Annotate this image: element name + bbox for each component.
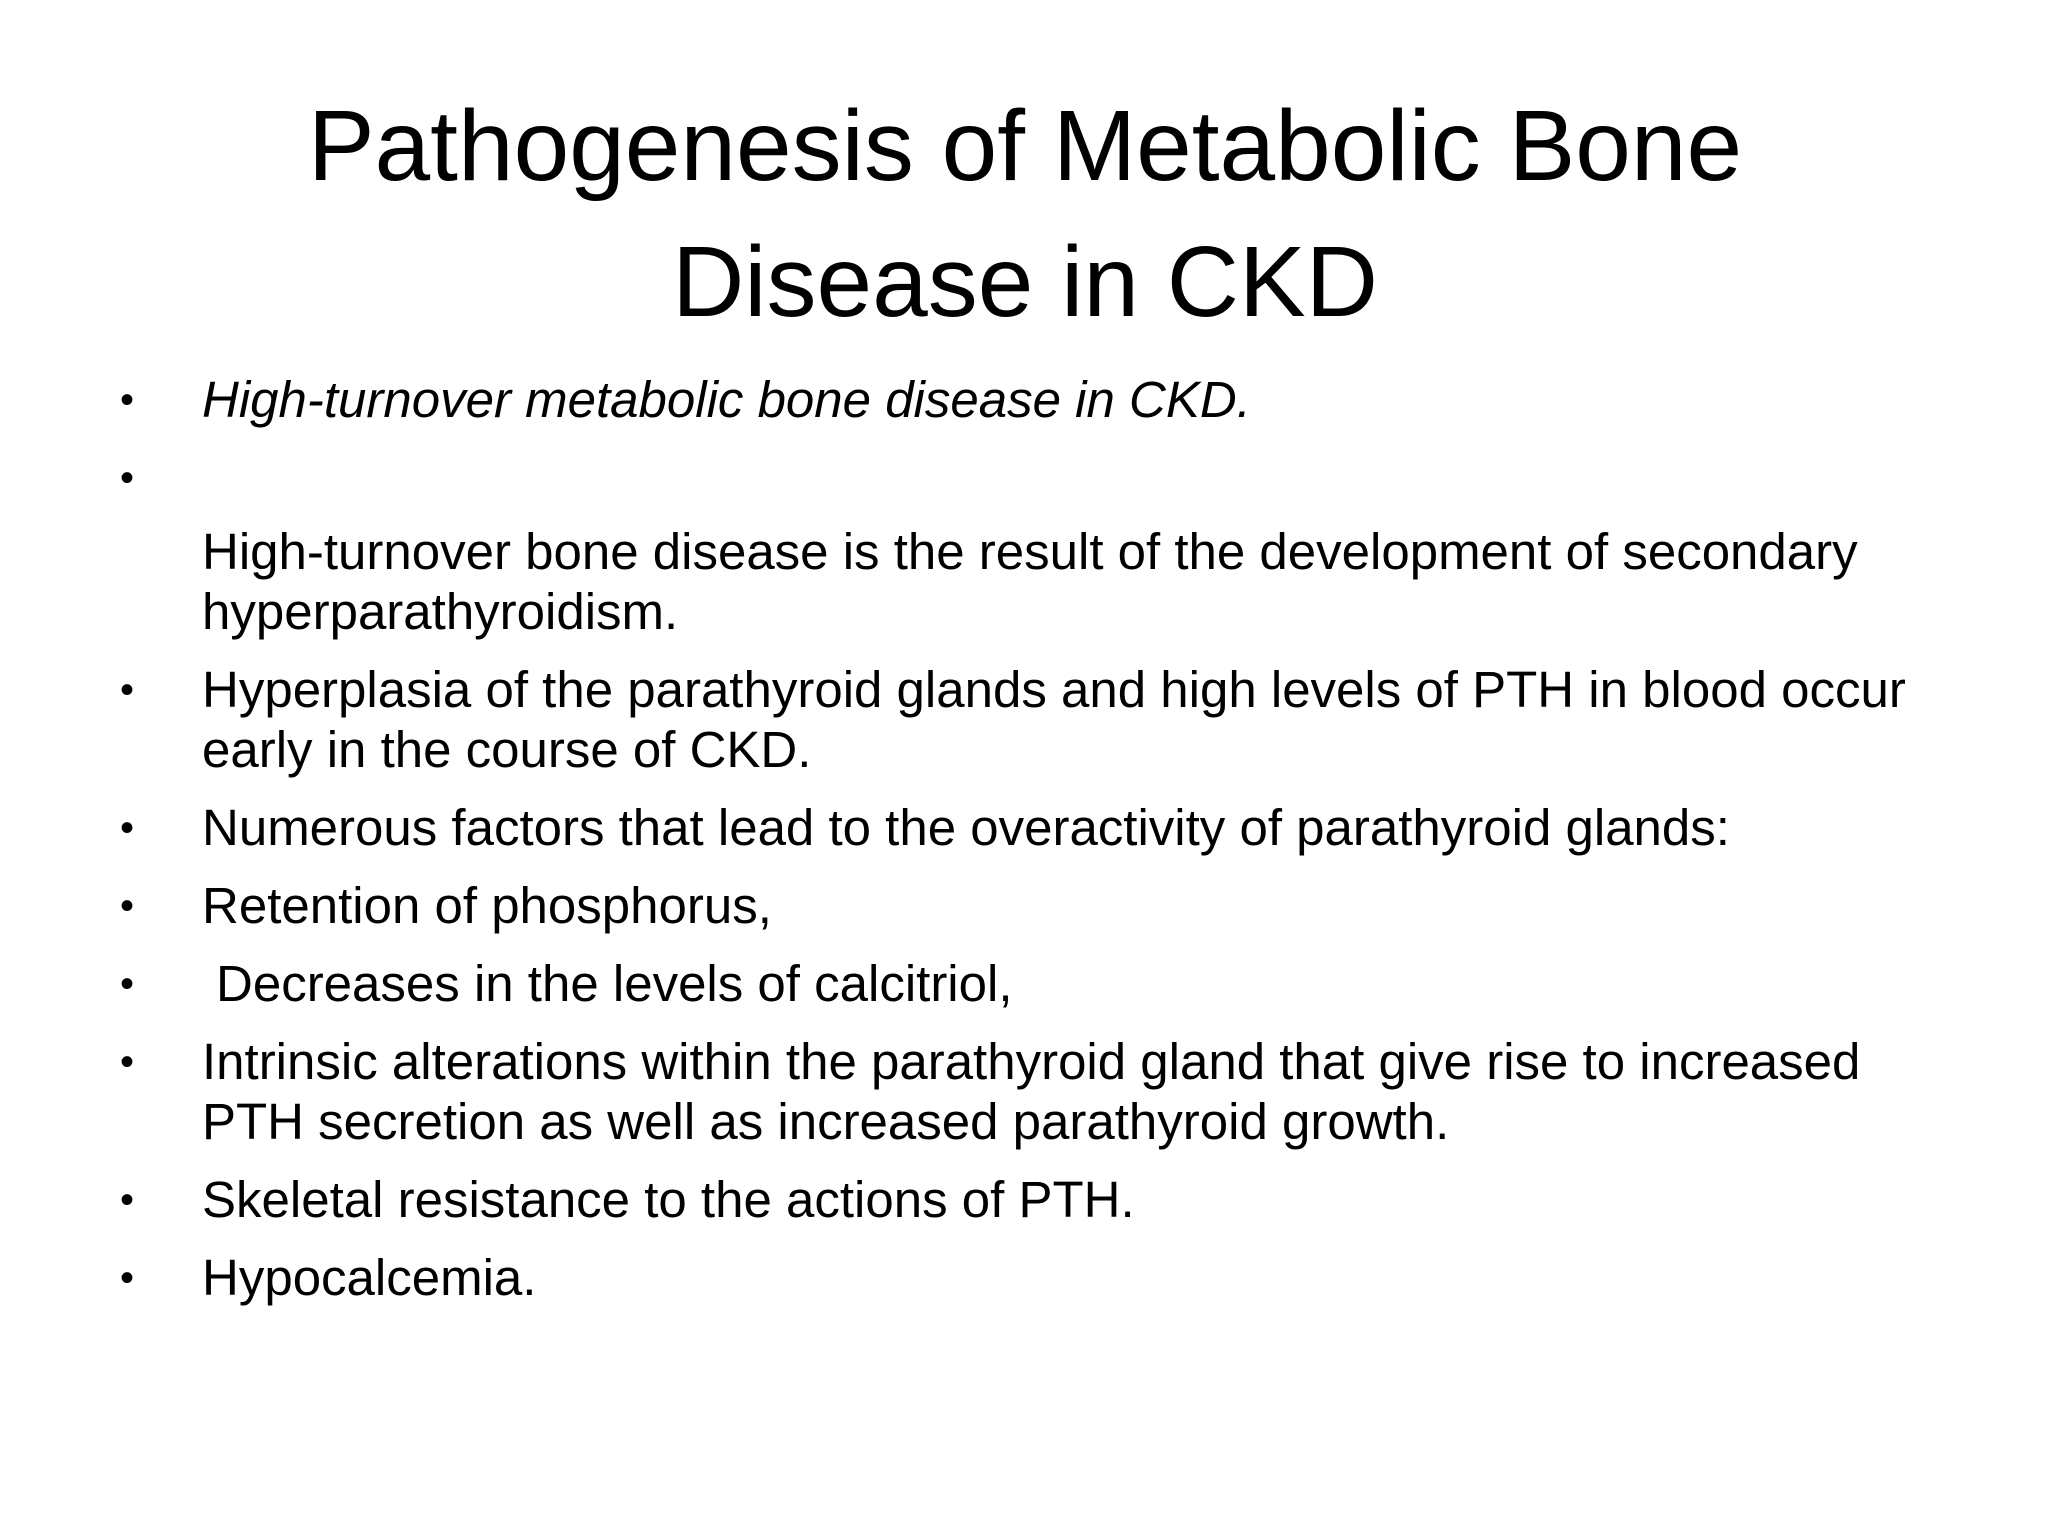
bullet-text: High-turnover bone disease is the result of the development of secondary hyperparathyroidism.	[202, 523, 1858, 640]
bullet-dot-icon: •	[120, 806, 135, 850]
bullet-dot-icon: •	[120, 668, 135, 712]
bullet-text: Hyperplasia of the parathyroid glands and high levels of PTH in blood occur early in the course of CKD.	[202, 661, 1906, 778]
bullet-text: Hypocalcemia.	[202, 1249, 537, 1306]
bullet-dot-icon: •	[120, 962, 135, 1006]
bullet-text: Skeletal resistance to the actions of PTH.	[202, 1171, 1135, 1228]
bullet-dot-icon: •	[120, 1178, 135, 1222]
bullet-dot-icon: •	[120, 884, 135, 928]
bullet-item-continuation	[0, 522, 2048, 642]
bullet-item	[0, 1248, 2048, 1308]
bullet-text: Numerous factors that lead to the overactivity of parathyroid glands:	[202, 799, 1730, 856]
bullet-dot-icon: •	[120, 456, 135, 500]
bullet-item	[0, 798, 2048, 858]
bullet-item	[0, 370, 2048, 430]
bullet-item	[0, 1170, 2048, 1230]
bullet-item	[0, 954, 2048, 1014]
bullet-text: Intrinsic alterations within the parathyroid gland that give rise to increased PTH secretion as well as increased parathyroid growth.	[202, 1033, 1861, 1150]
bullet-dot-icon: •	[120, 1040, 135, 1084]
bullet-item	[0, 1032, 2048, 1152]
bullet-dot-icon: •	[120, 1256, 135, 1300]
slide-title	[140, 78, 1910, 350]
bullet-list	[0, 370, 2048, 1308]
slide-title-line-2: Disease in CKD	[672, 226, 1378, 338]
bullet-item	[0, 876, 2048, 936]
bullet-text: Retention of phosphorus,	[202, 877, 772, 934]
bullet-dot-icon: •	[120, 378, 135, 422]
slide-title-line-1: Pathogenesis of Metabolic Bone	[307, 90, 1743, 202]
bullet-text: High-turnover metabolic bone disease in CKD.	[202, 371, 1251, 428]
bullet-text: Decreases in the levels of calcitriol,	[216, 955, 1013, 1012]
bullet-item	[0, 448, 2048, 508]
bullet-item	[0, 660, 2048, 780]
